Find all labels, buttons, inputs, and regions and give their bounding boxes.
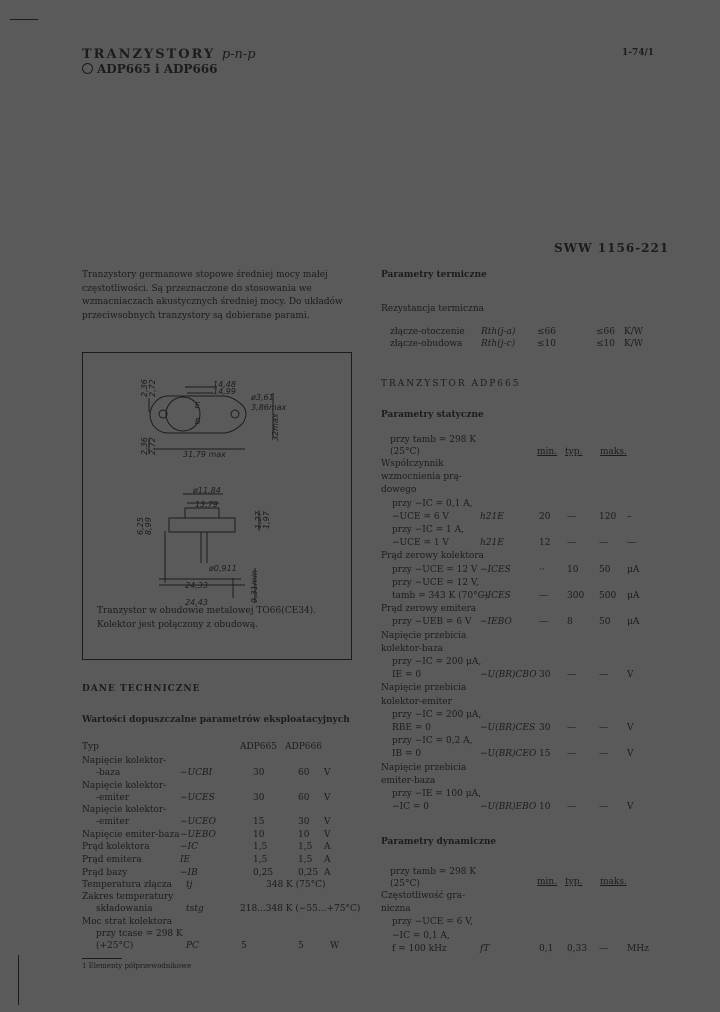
page-ref: 1-74/1 <box>622 48 655 58</box>
param-value-adp666: 60 <box>298 792 310 803</box>
param-value-adp666: 10 <box>298 829 310 840</box>
param-value-adp665: 1,5 <box>253 855 268 865</box>
param-unit: – <box>627 511 632 522</box>
param-symbol: −UCBI <box>180 768 213 778</box>
footnote-rule <box>82 958 122 959</box>
param-unit: A <box>324 855 331 865</box>
thermal-value-a: ≤66 <box>537 327 556 337</box>
param-typ: — <box>567 802 576 813</box>
param-line: IE = 0 <box>392 670 422 681</box>
param-symbol: −IEBO <box>480 617 512 628</box>
param-symbol: −IB <box>180 867 198 878</box>
static-title: Parametry statyczne <box>381 410 484 420</box>
dim-label: 24,33 <box>185 581 208 590</box>
corner-mark <box>10 19 38 20</box>
power-sym: PC <box>186 941 199 951</box>
thermal-title: Parametry termiczne <box>381 270 487 280</box>
param-typ: 0,33 <box>567 943 588 954</box>
param-typ: 8 <box>567 617 573 628</box>
dynamic-title: Parametry dynamiczne <box>381 837 497 847</box>
thermal-symbol: Rth(j-a) <box>481 327 516 337</box>
param-min: — <box>539 617 548 628</box>
param-unit: V <box>627 749 634 760</box>
param-max: 50 <box>599 617 611 628</box>
param-unit: V <box>324 829 331 840</box>
param-max: 120 <box>599 511 617 522</box>
param-symbol: −ICES <box>480 591 511 601</box>
param-value-adp666: 1,5 <box>298 855 313 865</box>
param-value-adp666: 1,5 <box>298 842 313 853</box>
param-min: ·· <box>539 564 545 575</box>
col-typ: Typ <box>82 742 99 752</box>
temp-sym: tj <box>186 880 193 890</box>
param-symbol: −UEBO <box>180 829 216 840</box>
col-adp665: ADP665 <box>240 742 277 752</box>
param-label: Napięcie kolektor- <box>82 756 167 766</box>
dim-label: 1,27 <box>254 511 263 529</box>
param-value-adp665: 0,25 <box>253 867 274 878</box>
storage-value: 218...348 K (−55...+75°C) <box>240 904 361 914</box>
drawing-caption: Tranzystor w obudowie metalowej TO66(CE34). Kolektor jest połączony z obudową. <box>97 606 317 630</box>
dim-label: 14,99 <box>213 387 236 396</box>
param-line: przy −IC = 200 μA, <box>392 657 482 667</box>
thermal-unit: K/W <box>624 339 644 349</box>
param-unit: A <box>324 842 331 853</box>
param-symbol: −UCES <box>180 792 215 803</box>
param-label: Prąd kolektora <box>82 842 150 853</box>
param-line: przy −UCE = 6 V, <box>392 917 473 928</box>
dane-subtitle: Wartości dopuszczalne parametrów eksploatacyjnych <box>82 715 350 725</box>
param-symbol: −U(BR)CBO <box>480 670 537 681</box>
dim-label: 14,48 <box>213 380 236 389</box>
param-value-adp665: 30 <box>253 768 265 778</box>
param-symbol: IE <box>180 855 191 865</box>
dim-label: 9,31min <box>250 570 259 603</box>
param-line: Prąd zerowy emitera <box>381 604 477 615</box>
param-unit: V <box>627 670 634 681</box>
storage-label: Zakres temperatury <box>82 892 174 902</box>
param-label-cont: -emiter <box>96 817 130 828</box>
param-unit: V <box>627 802 634 813</box>
param-value-adp665: 1,5 <box>253 842 268 853</box>
param-unit: V <box>324 768 331 778</box>
param-line: przy −UEB = 6 V <box>392 617 472 628</box>
param-typ: 300 <box>567 591 585 601</box>
power-label2: przy tcase = 298 K <box>96 929 183 939</box>
param-line: f = 100 kHz <box>392 943 447 954</box>
pin-label-e: E <box>195 401 201 410</box>
dim-label: 24,43 <box>185 598 208 607</box>
power-label: Moc strat kolektora <box>82 917 173 927</box>
power-b: 5 <box>298 941 304 951</box>
param-min: 20 <box>539 511 551 522</box>
param-symbol: −U(BR)CEO <box>480 749 537 760</box>
param-label: Napięcie kolektor- <box>82 780 167 791</box>
param-line: przy −IC = 1 A, <box>392 525 464 535</box>
thermal-subtitle: Rezystancja termiczna <box>381 304 484 314</box>
temp-label: Temperatura złącza <box>82 880 173 890</box>
param-line: niczna <box>381 904 411 915</box>
param-min: 0,1 <box>539 943 554 954</box>
dynamic-col-min: min. <box>537 877 558 887</box>
param-line: kolektor-emiter <box>381 696 452 707</box>
param-label: Prąd bazy <box>82 867 128 878</box>
static-col-max: maks. <box>600 447 627 457</box>
static-cond2: (25°C) <box>390 447 420 457</box>
dim-label: 3,86max <box>251 403 287 412</box>
param-min: 10 <box>539 802 551 813</box>
dynamic-col-typ: typ. <box>565 877 583 887</box>
param-line: przy −UCE = 12 V <box>392 564 478 575</box>
param-value-adp666: 30 <box>298 817 310 828</box>
param-line: RBE = 0 <box>392 723 431 733</box>
dim-label: 2,72 <box>148 437 157 455</box>
param-label: Prąd emitera <box>82 855 142 865</box>
dim-label: 32max <box>271 413 280 441</box>
param-symbol: h21E <box>480 538 504 549</box>
storage-label2: składowania <box>96 904 153 914</box>
param-line: przy −IE = 100 μA, <box>392 789 481 799</box>
param-unit: A <box>324 867 331 878</box>
param-label-cont: -emiter <box>96 792 130 803</box>
param-value-adp665: 30 <box>253 792 265 803</box>
thermal-symbol: Rth(j-c) <box>481 339 516 349</box>
dane-title: DANE TECHNICZNE <box>82 684 201 694</box>
param-max: 500 <box>599 591 617 601</box>
param-line: Częstotliwość gra- <box>381 891 466 901</box>
param-line: Napięcie przebicia <box>381 630 467 641</box>
param-unit: MHz <box>627 943 649 954</box>
param-unit: μA <box>627 591 640 601</box>
param-label: Napięcie emiter-baza <box>82 829 180 840</box>
param-symbol: h21E <box>480 511 504 522</box>
param-symbol: −ICES <box>480 564 511 575</box>
param-label: Napięcie kolektor- <box>82 805 167 816</box>
param-line: dowego <box>381 485 417 496</box>
page-title: TRANZYSTORY p-n-p <box>82 47 256 62</box>
dim-label: ø11,84 <box>193 486 221 495</box>
param-line: Współczynnik <box>381 459 444 469</box>
thermal-value-b: ≤10 <box>596 339 615 349</box>
param-max: — <box>599 943 608 954</box>
pin-label-b: B <box>195 417 201 426</box>
dynamic-cond: przy tamb = 298 K <box>390 867 477 877</box>
param-unit: V <box>324 792 331 803</box>
param-unit: — <box>627 538 636 549</box>
dim-label: 13,79 <box>195 500 218 509</box>
param-max: 50 <box>599 564 611 575</box>
param-line: −UCE = 6 V <box>392 511 449 522</box>
param-line: kolektor-baza <box>381 643 444 654</box>
param-symbol: −U(BR)CES <box>480 723 536 733</box>
power-unit: W <box>330 941 340 951</box>
param-line: −IC = 0 <box>392 802 429 813</box>
param-typ: — <box>567 670 576 681</box>
param-line: przy −IC = 0,1 A, <box>392 498 473 509</box>
param-symbol: −U(BR)EBO <box>480 802 537 813</box>
param-min: 15 <box>539 749 551 760</box>
param-value-adp666: 0,25 <box>298 867 319 878</box>
param-line: −UCE = 1 V <box>392 538 449 549</box>
param-typ: 10 <box>567 564 579 575</box>
param-line: Napięcie przebicia <box>381 683 467 694</box>
param-symbol: −UCEO <box>180 817 216 828</box>
col-adp666: ADP666 <box>285 742 322 752</box>
param-line: przy −UCE = 12 V, <box>392 577 479 588</box>
dim-label: 2,36 <box>140 437 149 455</box>
param-value-adp666: 60 <box>298 768 310 778</box>
intro-paragraph: Tranzystory germanowe stopowe średniej mocy małej częstotliwości. Są przeznaczone do stosowania we wzmacniaczach akustycznych średniej mocy. Do układów przeciwsobnych tranzystory są dobierane parami. <box>82 270 343 321</box>
param-value-adp665: 15 <box>253 817 265 828</box>
thermal-label: złącze-obudowa <box>390 339 463 349</box>
static-col-min: min. <box>537 447 558 457</box>
doc-code: SWW 1156-221 <box>554 241 670 255</box>
param-line: Prąd zerowy kolektora <box>381 551 485 562</box>
title-suffix: p-n-p <box>221 47 256 62</box>
param-typ: — <box>567 538 576 549</box>
param-max: — <box>599 670 608 681</box>
dim-label: 31,79 max <box>183 450 226 459</box>
dim-label: 1,97 <box>262 511 271 529</box>
static-col-typ: typ. <box>565 447 583 457</box>
param-min: — <box>539 591 548 601</box>
circle-icon <box>82 63 93 74</box>
param-min: 30 <box>539 723 551 733</box>
param-line: przy −IC = 0,2 A, <box>392 736 473 747</box>
thermal-value-a: ≤10 <box>537 339 556 349</box>
dim-label: 6,25 <box>136 517 145 535</box>
thermal-label: złącze-otoczenie <box>390 327 465 337</box>
param-unit: V <box>627 723 634 733</box>
power-label3: (+25°C) <box>96 941 134 951</box>
param-max: — <box>599 802 608 813</box>
param-max: — <box>599 749 608 760</box>
param-value-adp665: 10 <box>253 829 265 840</box>
footnote: 1 Elementy półprzewodnikowe <box>82 962 192 970</box>
param-typ: — <box>567 723 576 733</box>
param-max: — <box>599 723 608 733</box>
static-heading: TRANZYSTOR ADP665 <box>381 379 521 389</box>
param-line: tamb = 343 K (70°C) <box>392 591 489 601</box>
param-typ: — <box>567 511 576 522</box>
param-line: emiter-baza <box>381 775 436 786</box>
binding-mark <box>18 955 19 1005</box>
power-a: 5 <box>241 941 247 951</box>
param-line: przy −IC = 200 μA, <box>392 709 482 720</box>
param-typ: — <box>567 749 576 760</box>
dynamic-col-max: maks. <box>600 877 627 887</box>
storage-sym: tstg <box>186 904 204 914</box>
param-min: 12 <box>539 538 551 549</box>
thermal-value-b: ≤66 <box>596 327 615 337</box>
temp-value: 348 K (75°C) <box>266 880 326 890</box>
param-line: −IC = 0,1 A, <box>392 930 450 941</box>
thermal-unit: K/W <box>624 327 644 337</box>
param-unit: V <box>324 817 331 828</box>
param-min: 30 <box>539 670 551 681</box>
param-symbol: fT <box>480 943 490 954</box>
param-line: Napięcie przebicia <box>381 762 467 773</box>
page-subtitle: ADP665 i ADP666 <box>82 62 218 76</box>
param-max: — <box>599 538 608 549</box>
drawing-frame <box>82 352 352 660</box>
dim-label: 2,36 <box>140 379 149 397</box>
dim-label: ø0,911 <box>209 564 237 573</box>
dim-label: 2,72 <box>148 379 157 397</box>
dynamic-cond2: (25°C) <box>390 879 420 889</box>
param-line: wzmocnienia prą- <box>381 472 462 483</box>
param-symbol: −IC <box>180 842 198 853</box>
dim-label: 8,99 <box>144 517 153 535</box>
static-cond: przy tamb = 298 K <box>390 435 477 445</box>
param-label-cont: -baza <box>96 768 121 778</box>
param-unit: μA <box>627 564 640 575</box>
dim-label: ø3,61 <box>251 393 274 402</box>
param-line: IB = 0 <box>392 749 422 760</box>
param-unit: μA <box>627 617 640 628</box>
